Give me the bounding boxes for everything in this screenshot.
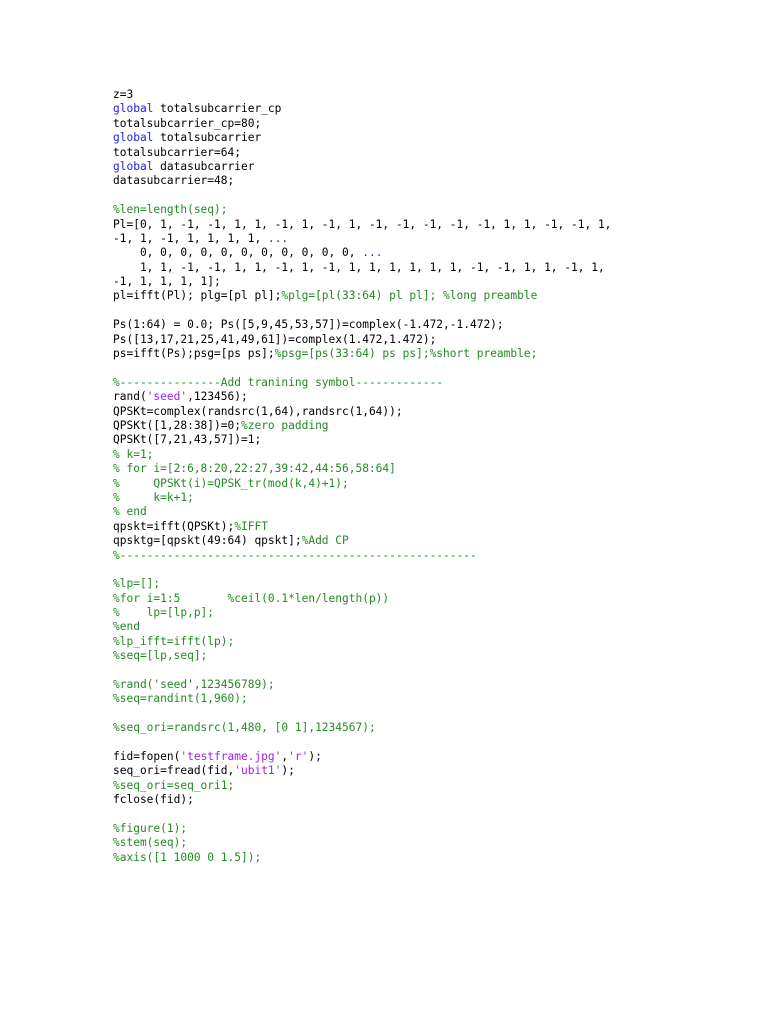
blank-line (113, 304, 753, 318)
code-text: fid=fopen( (113, 749, 181, 763)
comment: %psg=[ps(33:64) ps ps];%short preamble; (274, 347, 538, 361)
code-text: 0, 0, 0, 0, 0, 0, 0, 0, 0, 0, 0, (113, 246, 363, 260)
code-line (113, 592, 753, 606)
comment: %end (113, 620, 140, 634)
comment: % lp=[lp,p]; (113, 606, 215, 620)
comment: %len=length(seq); (113, 203, 228, 217)
blank-line (113, 563, 753, 577)
code-line (113, 131, 753, 145)
code-text: ); (308, 749, 322, 763)
code-line (113, 433, 753, 447)
blank-line (113, 361, 753, 375)
code-line (113, 721, 753, 735)
code-line (113, 174, 753, 188)
comment: %for i=1:5 %ceil(0.1*len/length(p)) (113, 591, 390, 605)
code-line (113, 376, 753, 390)
code-text: qpskt=ifft(QPSKt); (113, 519, 235, 533)
comment: %seq=[lp,seq]; (113, 649, 208, 663)
code-text: Pl=[0, 1, -1, -1, 1, 1, -1, 1, -1, 1, -1, -1, -1, -1, -1, 1, 1, -1, -1, 1, (113, 217, 612, 231)
blank-line (113, 189, 753, 203)
code-text: rand( (113, 390, 147, 404)
comment: %seq_ori=seq_ori1; (113, 778, 235, 792)
code-text: totalsubcarrier (153, 131, 262, 145)
code-text: datasubcarrier=48; (113, 174, 235, 188)
code-line (113, 620, 753, 634)
code-text: totalsubcarrier_cp (153, 102, 282, 116)
keyword: global (113, 159, 154, 173)
comment: %IFFT (234, 519, 268, 533)
code-line (113, 505, 753, 519)
code-text: QPSKt([1,28:38])=0; (113, 418, 241, 432)
code-text: QPSKt([7,21,43,57])=1; (113, 433, 262, 447)
code-text: pl=ifft(Pl); plg=[pl pl]; (113, 289, 282, 303)
code-line (113, 477, 753, 491)
code-text: ,123456); (187, 390, 248, 404)
code-line (113, 146, 753, 160)
keyword: global (113, 131, 154, 145)
code-line (113, 692, 753, 706)
comment: %---------------Add tranining symbol------------- (113, 375, 444, 389)
code-line (113, 218, 753, 232)
code-line (113, 851, 753, 865)
keyword: global (113, 102, 154, 116)
code-line (113, 117, 753, 131)
code-line (113, 390, 753, 404)
code-line (113, 261, 753, 275)
code-text: z=3 (113, 88, 134, 101)
code-text: qpsktg=[qpskt(49:64) qpskt]; (113, 534, 302, 548)
comment: %Add CP (301, 534, 349, 548)
code-line (113, 246, 753, 260)
code-line (113, 750, 753, 764)
blank-line (113, 664, 753, 678)
comment: %----------------------------------------------------- (113, 548, 477, 562)
comment: %zero padding (240, 418, 329, 432)
code-line (113, 318, 753, 332)
code-line (113, 347, 753, 361)
code-text: datasubcarrier (153, 159, 255, 173)
comment: %plg=[pl(33:64) pl pl]; %long preamble (281, 289, 538, 303)
blank-line (113, 808, 753, 822)
code-line (113, 534, 753, 548)
code-line (113, 333, 753, 347)
code-line (113, 160, 753, 174)
blank-line (113, 736, 753, 750)
code-line (113, 88, 753, 102)
code-text: ); (281, 764, 295, 778)
code-text: totalsubcarrier_cp=80; (113, 116, 262, 130)
comment: %lp=[]; (113, 577, 161, 591)
code-line (113, 606, 753, 620)
comment: %figure(1); (113, 821, 188, 835)
code-line (113, 836, 753, 850)
code-line (113, 793, 753, 807)
string-literal: 'testframe.jpg' (180, 749, 282, 763)
code-line (113, 232, 753, 246)
comment: %lp_ifft=ifft(lp); (113, 634, 235, 648)
code-text: Ps([13,17,21,25,41,49,61])=complex(1.472,1.472); (113, 332, 437, 346)
code-text: QPSKt=complex(randsrc(1,64),randsrc(1,64)); (113, 404, 403, 418)
code-line (113, 419, 753, 433)
comment: % end (113, 505, 147, 519)
code-line (113, 577, 753, 591)
code-text: Ps(1:64) = 0.0; Ps([5,9,45,53,57])=complex(-1.472,-1.472); (113, 318, 504, 332)
code-line (113, 549, 753, 563)
comment: %axis([1 1000 0 1.5]); (113, 850, 262, 864)
comment: % for i=[2:6,8:20,22:27,39:42,44:56,58:64] (113, 462, 396, 476)
code-line (113, 649, 753, 663)
code-line (113, 635, 753, 649)
code-listing (113, 88, 753, 865)
line-continuation: ... (267, 231, 289, 245)
code-line (113, 102, 753, 116)
string-literal: 'ubit1' (234, 764, 282, 778)
string-literal: 'r' (288, 749, 309, 763)
code-line (113, 779, 753, 793)
code-text: -1, 1, -1, 1, 1, 1, 1, (113, 231, 268, 245)
comment: % k=k+1; (113, 490, 194, 504)
blank-line (113, 707, 753, 721)
code-text: ps=ifft(Ps);psg=[ps ps]; (113, 347, 275, 361)
code-line (113, 822, 753, 836)
comment: %seq_ori=randsrc(1,480, [0 1],1234567); (113, 721, 376, 735)
code-line (113, 764, 753, 778)
code-line (113, 203, 753, 217)
code-text: 1, 1, -1, -1, 1, 1, -1, 1, -1, 1, 1, 1, 1, 1, 1, -1, -1, 1, 1, -1, 1, (113, 260, 605, 274)
code-line (113, 289, 753, 303)
code-line (113, 275, 753, 289)
code-text: -1, 1, 1, 1, 1]; (113, 275, 221, 289)
code-line (113, 520, 753, 534)
comment: %stem(seq); (113, 836, 188, 850)
code-text: fclose(fid); (113, 793, 194, 807)
line-continuation: ... (362, 246, 383, 260)
comment: % k=1; (113, 447, 154, 461)
code-line (113, 405, 753, 419)
code-line (113, 491, 753, 505)
code-line (113, 678, 753, 692)
code-line (113, 448, 753, 462)
comment: %seq=randint(1,960); (113, 692, 248, 706)
code-text: totalsubcarrier=64; (113, 145, 241, 159)
comment: % QPSKt(i)=QPSK_tr(mod(k,4)+1); (113, 476, 349, 490)
code-text: , (281, 749, 289, 763)
code-line (113, 462, 753, 476)
code-text: seq_ori=fread(fid, (113, 764, 235, 778)
comment: %rand('seed',123456789); (113, 678, 275, 692)
string-literal: 'seed' (146, 390, 188, 404)
